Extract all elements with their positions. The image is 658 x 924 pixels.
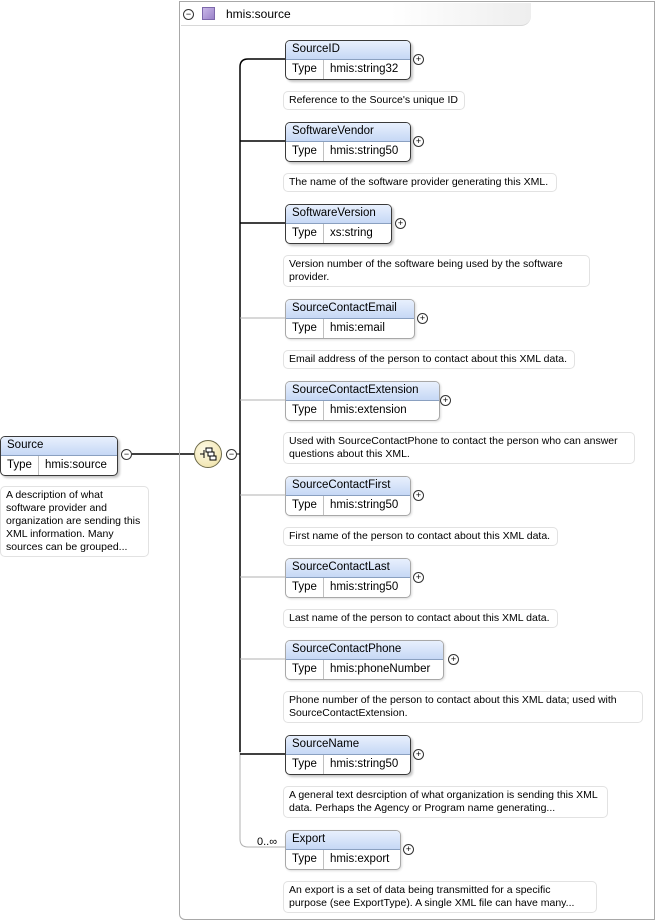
element-name: SourceContactFirst — [286, 477, 410, 496]
sequence-compositor-icon[interactable] — [194, 440, 222, 468]
description-sourcecontactfirst: First name of the person to contact about this XML data. — [283, 527, 558, 546]
expand-button-sourcecontactfirst[interactable]: + — [413, 490, 424, 501]
element-name: SourceName — [286, 736, 410, 755]
type-key: Type — [286, 660, 324, 679]
description-sourcecontactphone: Phone number of the person to contact about this XML data; used with SourceContactExtension. — [283, 691, 643, 723]
element-sourcecontactfirst[interactable] — [285, 476, 411, 516]
type-value: hmis:email — [329, 322, 385, 334]
element-sourcename[interactable] — [285, 735, 411, 775]
root-collapse-button[interactable]: − — [121, 449, 132, 460]
element-name: SourceContactLast — [286, 559, 410, 578]
type-value: hmis:source — [44, 459, 107, 471]
group-title: hmis:source — [226, 7, 291, 21]
expand-button-sourceid[interactable]: + — [413, 54, 424, 65]
element-sourcecontactphone[interactable] — [285, 640, 444, 680]
description-sourcecontactlast: Last name of the person to contact about this XML data. — [283, 609, 558, 628]
element-sourcecontactextension[interactable] — [285, 381, 440, 421]
type-value: hmis:string50 — [329, 499, 399, 511]
element-name: SoftwareVendor — [286, 123, 410, 142]
element-name: SoftwareVersion — [286, 205, 391, 224]
element-name: SourceContactPhone — [286, 641, 443, 660]
expand-button-sourcecontactphone[interactable]: + — [448, 654, 459, 665]
type-value: hmis:extension — [329, 404, 407, 416]
element-name: Source — [1, 437, 117, 456]
element-sourceid[interactable] — [285, 40, 411, 80]
type-value: hmis:string50 — [329, 758, 399, 770]
expand-button-sourcecontactextension[interactable]: + — [440, 395, 451, 406]
type-value: hmis:string50 — [329, 581, 399, 593]
type-value: hmis:phoneNumber — [329, 663, 431, 675]
description-sourcecontactemail: Email address of the person to contact about this XML data. — [283, 350, 575, 369]
expand-button-softwarevendor[interactable]: + — [413, 136, 424, 147]
element-name: SourceContactExtension — [286, 382, 439, 401]
element-softwarevendor[interactable] — [285, 122, 411, 162]
element-name: SourceContactEmail — [286, 300, 414, 319]
type-key: Type — [1, 456, 39, 475]
element-name: Export — [286, 831, 400, 850]
root-description: A description of what software provider and organization are sending this XML information. Many sources can be grouped... — [0, 486, 149, 557]
type-key: Type — [286, 850, 324, 869]
type-key: Type — [286, 224, 324, 243]
type-key: Type — [286, 142, 324, 161]
element-softwareversion[interactable] — [285, 204, 392, 244]
element-sourcecontactlast[interactable] — [285, 558, 411, 598]
type-key: Type — [286, 319, 324, 338]
type-value: hmis:export — [329, 853, 390, 865]
description-softwareversion: Version number of the software being used by the software provider. — [283, 255, 590, 287]
type-key: Type — [286, 401, 324, 420]
type-value: xs:string — [329, 227, 373, 239]
description-export: An export is a set of data being transmitted for a specific purpose (see ExportType). A single XML file can have many... — [283, 881, 597, 913]
occurrence-label: 0..∞ — [257, 836, 278, 848]
sequence-glyph-icon — [195, 441, 221, 467]
sequence-collapse-button[interactable]: − — [226, 449, 237, 460]
description-softwarevendor: The name of the software provider generating this XML. — [283, 173, 557, 192]
expand-button-softwareversion[interactable]: + — [395, 218, 406, 229]
type-key: Type — [286, 496, 324, 515]
type-value: hmis:string32 — [329, 63, 399, 75]
description-sourceid: Reference to the Source's unique ID — [283, 91, 465, 110]
complex-type-icon — [202, 7, 215, 20]
type-value: hmis:string50 — [329, 145, 399, 157]
description-sourcecontactextension: Used with SourceContactPhone to contact the person who can answer questions about this XML. — [283, 432, 635, 464]
element-sourcecontactemail[interactable] — [285, 299, 415, 339]
expand-button-export[interactable]: + — [403, 844, 414, 855]
description-sourcename: A general text desrciption of what organization is sending this XML data. Perhaps the Agency or Program name generating... — [283, 786, 608, 818]
expand-button-sourcecontactemail[interactable]: + — [417, 313, 428, 324]
element-name: SourceID — [286, 41, 410, 60]
type-key: Type — [286, 755, 324, 774]
group-collapse-button[interactable]: − — [183, 9, 194, 20]
root-element-source[interactable] — [0, 436, 118, 476]
type-key: Type — [286, 578, 324, 597]
expand-button-sourcename[interactable]: + — [413, 749, 424, 760]
element-export[interactable] — [285, 830, 401, 870]
expand-button-sourcecontactlast[interactable]: + — [413, 572, 424, 583]
type-key: Type — [286, 60, 324, 79]
